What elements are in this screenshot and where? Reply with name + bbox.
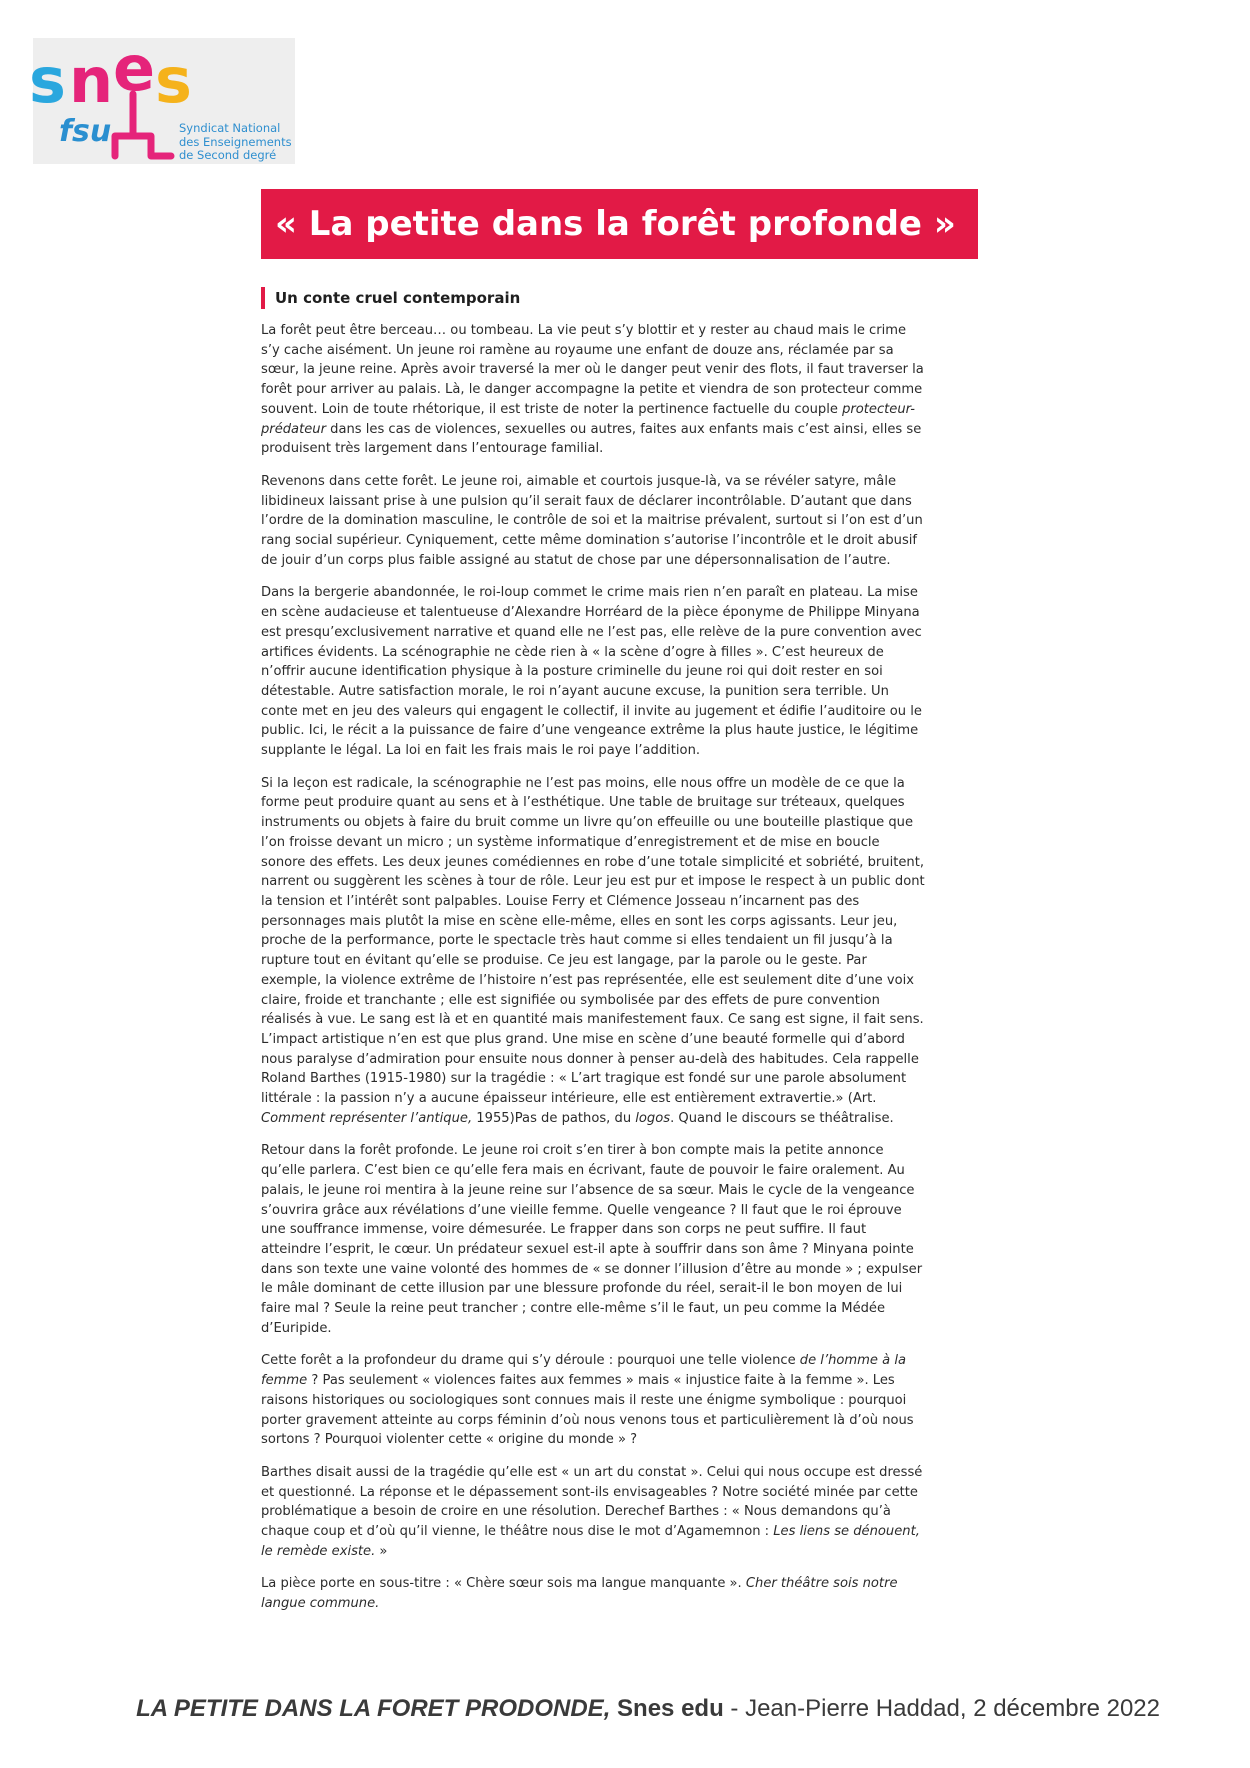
paragraph-4: Si la leçon est radicale, la scénographie ne l’est pas moins, elle nous offre un modèle de ce que la forme peut produire quant au sens et à l’esthétique. Une table de bruitage sur tréteaux, quelques instruments ou objets à faire du bruit comme un livre qu’on effeuille ou une bouteille plastique que l’on froisse devant un micro ; un système informatique d’enregistrement et de mise en boucle sonore des effets. Les deux jeunes comédiennes en robe d’une totale simplicité et sobriété, bruitent, narrent ou suggèrent les scènes à tour de rôle. Leur jeu est pur et impose le respect à un public dont la tension et l’intérêt sont palpables. Louise Ferry et Clémence Josseau n’incarnent pas des personnages mais plutôt la mise en scène elle-même, elles en sont les corps agissants. Leur jeu, proche de la performance, porte le spectacle très haut comme si elles tendaient un fil jusqu’à la rupture tout en évitant qu’elle se produise. Ce jeu est langage, par la parole ou le geste. Par exemple, la violence extrême de l’histoire n’est pas représentée, elle est seulement dite d’une voix claire, froide et tranchante ; elle est signifiée ou symbolisée par des effets de pure convention réalisés à vue. Le sang est là et en quantité mais manifestement faux. Ce sang est signe, il fait sens. L’impact artistique n’en est que plus grand. Une mise en scène d’une beauté formelle qui d’abord nous paralyse d’admiration pour ensuite nous donner à penser au-delà des habitudes. Cela rappelle Roland Barthes (1915-1980) sur la tragédie : « L’art tragique est fondé sur une parole absolument littérale : la passion n’y a aucune épaisseur intérieure, elle est entièrement extravertie.» (Art. Comment représenter l’antique, 1955)Pas de pathos, du logos. Quand le discours se théâtralise. [261, 775, 925, 1126]
logo-subtitle [179, 122, 297, 163]
logo-line: des Enseignements [179, 134, 292, 149]
footer-site: Snes edu [617, 1695, 724, 1722]
logo-letter-n: n [69, 44, 114, 117]
paragraph-5: Retour dans la forêt profonde. Le jeune roi croit s’en tirer à bon compte mais la petite annonce qu’elle parlera. C’est bien ce qu’elle fera mais en écrivant, faute de pouvoir le faire oralement. Au palais, le jeune roi mentira à la jeune reine sur l’absence de sa sœur. Mais le cycle de la vengeance s’ouvrira grâce aux révélations d’une vieille femme. Quelle vengeance ? Il faut que le roi éprouve une souffrance immense, voire démesurée. Le frapper dans son corps ne peut suffire. Il faut atteindre l’esprit, le cœur. Un prédateur sexuel est-il apte à souffrir dans son âme ? Minyana pointe dans son texte une vaine volonté des hommes de « se donner l’illusion d’être au monde » ; expulser le mâle dominant de cette illusion par une blessure profonde du réel, serait-il le bon moyen de lui faire mal ? Seule la reine peut trancher ; contre elle-même s’il le faut, un peu comme la Médée d’Euripide. [261, 1143, 923, 1336]
article-title: « La petite dans la forêt profonde » [261, 189, 978, 259]
page-footer [0, 1695, 1160, 1723]
logo-letter-s2: s [155, 44, 192, 117]
footer-title: LA PETITE DANS LA FORET PRODONDE, [136, 1695, 611, 1722]
snes-fsu-logo [29, 32, 295, 164]
paragraph-2: Revenons dans cette forêt. Le jeune roi, aimable et courtois jusque-là, va se révéler satyre, mâle libidineux laissant prise à une pulsion qu’il serait faux de déclarer incontrôlable. D’autant que dans l’ordre de la domination masculine, le contrôle de soi et la maitrise prévalent, surtout si l’on est d’un rang social supérieur. Cyniquement, cette même domination s’autorise l’incontrôle et le droit abusif de jouir d’un corps plus faible assigné au statut de chose par une dépersonnalisation de l’autre. [261, 473, 923, 568]
paragraph-8: La pièce porte en sous-titre : « Chère sœur sois ma langue manquante ». Cher théâtre sois notre langue commune. [261, 1576, 898, 1612]
logo-letter-e: e [113, 32, 156, 105]
logo-line: Syndicat National [179, 121, 281, 135]
article-body [261, 321, 926, 1627]
footer-byline: - Jean-Pierre Haddad, 2 décembre 2022 [723, 1695, 1160, 1722]
logo-letter-s1: s [29, 44, 66, 117]
article-subtitle: Un conte cruel contemporain [261, 287, 520, 309]
paragraph-7: Barthes disait aussi de la tragédie qu’elle est « un art du constat ». Celui qui nous occupe est dressé et questionné. La réponse et le dépassement sont-ils envisageables ? Notre société minée par cette problématique a besoin de croire en une résolution. Derechef Barthes : « Nous demandons qu’à chaque coup et d’où qu’il vienne, le théâtre nous dise le mot d’Agamemnon : Les liens se dénouent, le remède existe. » [261, 1464, 923, 1559]
logo-fsu: fsu [59, 114, 112, 149]
paragraph-6: Cette forêt a la profondeur du drame qui s’y déroule : pourquoi une telle violence de l’homme à la femme ? Pas seulement « violences faites aux femmes » mais « injustice faite à la femme ». Les raisons historiques ou sociologiques sont connues mais il reste une énigme symbolique : pourquoi porter gravement atteinte au corps féminin d’où nous venons tous et particulièrement là d’où nous sortons ? Pourquoi violenter cette « origine du monde » ? [261, 1353, 914, 1448]
paragraph-1: La forêt peut être berceau… ou tombeau. La vie peut s’y blottir et y rester au chaud mais le crime s’y cache aisément. Un jeune roi ramène au royaume une enfant de douze ans, réclamée par sa sœur, la jeune reine. Après avoir traversé la mer où le danger peut venir des flots, il faut traverser la forêt pour arriver au palais. Là, le danger accompagne la petite et viendra de son protecteur comme souvent. Loin de toute rhétorique, il est triste de noter la pertinence factuelle du couple protecteur-prédateur dans les cas de violences, sexuelles ou autres, faites aux enfants mais c’est ainsi, elles se produisent très largement dans l’entourage familial. [261, 323, 924, 457]
logo-line: de Second degré [179, 148, 277, 162]
paragraph-3: Dans la bergerie abandonnée, le roi-loup commet le crime mais rien n’en paraît en plateau. La mise en scène audacieuse et talentueuse d’Alexandre Horréard de la pièce éponyme de Philippe Minyana est presqu’exclusivement narrative et quand elle ne l’est pas, elle relève de la pure convention avec artifices évidents. La scénographie ne cède rien à « la scène d’ogre à filles ». C’est heureux de n’offrir aucune identification physique à la posture criminelle du jeune roi qui doit rester en soi détestable. Autre satisfaction morale, le roi n’ayant aucune excuse, la punition sera terrible. Un conte met en jeu des valeurs qui engagent le collectif, il invite au jugement et édifie l’auditoire ou le public. Ici, le récit a la puissance de faire d’une vengeance extrême la plus haute justice, le légitime supplante le légal. La loi en fait les frais mais le roi paye l’addition. [261, 585, 922, 759]
